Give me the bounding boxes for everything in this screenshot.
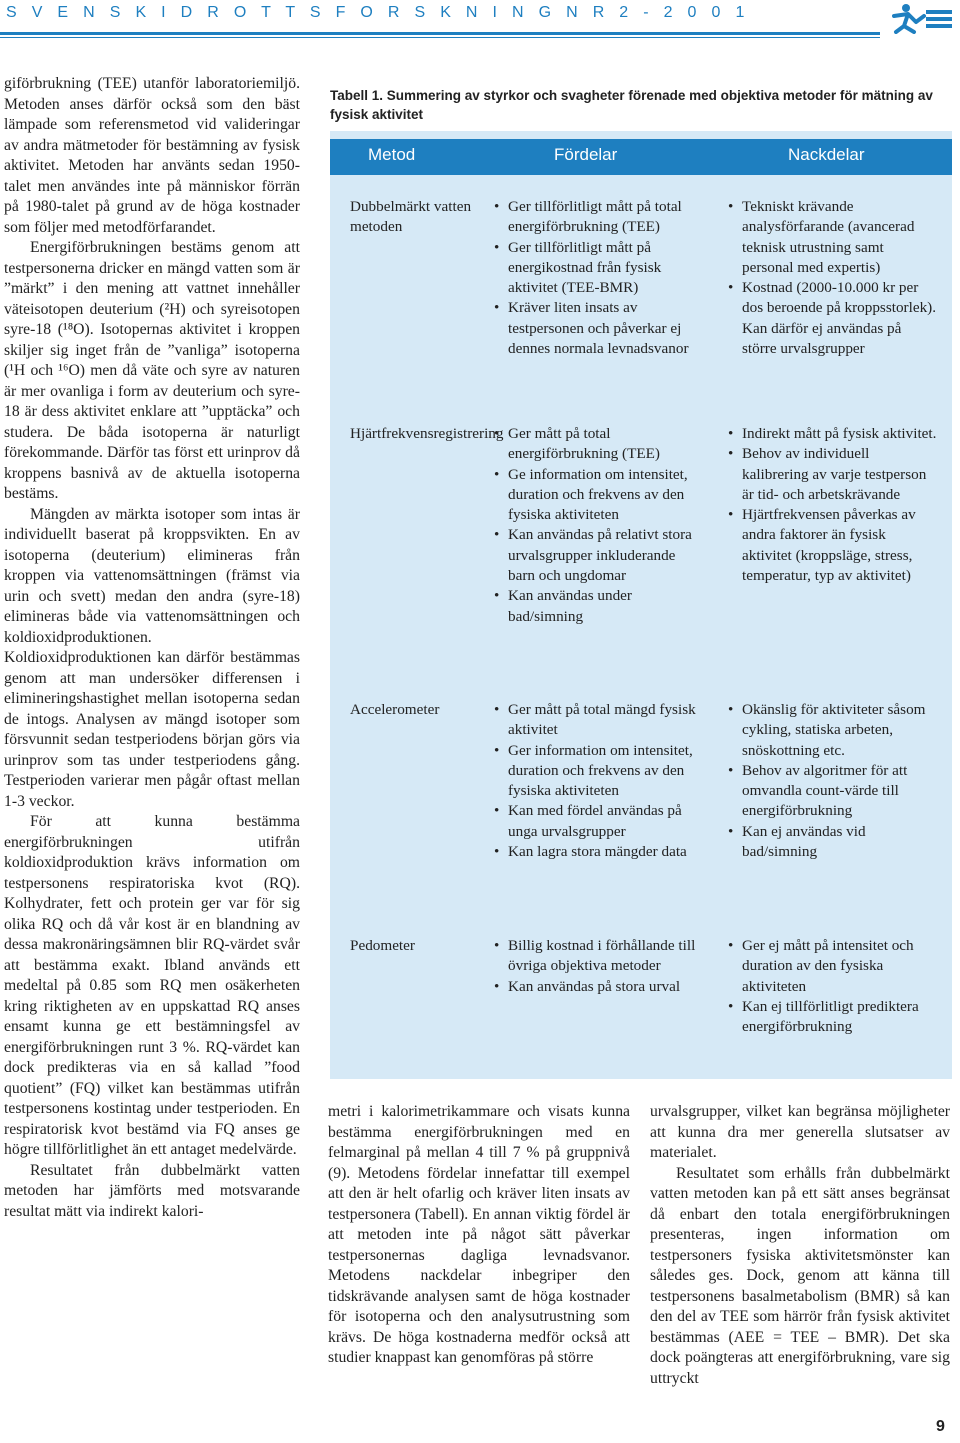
list-item: • Ge information om intensitet, duration och frekvens av den fysiska aktiviteten bbox=[494, 465, 704, 526]
pros-list bbox=[494, 700, 704, 862]
cons-list bbox=[728, 197, 938, 359]
list-item: • Ger tillförlitligt mått på total energiförbrukning (TEE) bbox=[494, 197, 704, 238]
column-header-method: Metod bbox=[368, 145, 416, 164]
list-item: • Ger ej mått på intensitet och duration av den fysiska aktiviteten bbox=[728, 936, 938, 997]
pros-list bbox=[494, 197, 704, 359]
method-cell: Hjärtfrekvensregistrering bbox=[350, 425, 504, 442]
list-item: • Ger mått på total energiförbrukning (TEE) bbox=[494, 424, 704, 465]
list-item: • Kan ej tillförlitligt prediktera energiförbrukning bbox=[728, 997, 938, 1038]
list-item: • Kan användas under bad/simning bbox=[494, 586, 704, 627]
cons-list bbox=[728, 700, 938, 862]
list-item: • Behov av algoritmer för att omvandla count-värde till energiförbrukning bbox=[728, 761, 938, 822]
paragraph: För att kunna bestämma energiförbrukningen utifrån koldioxidproduktion krävs information om testpersonens respiratoriska kvot (RQ). Kolhydrater, fett och protein ger var för sig olika RQ och då vår kost är en blandning av dessa makronäringsämnen blir RQ-värdet svår att bestämma exakt. Ibland används ett medeltal på 0.85 som RQ men osäkerheten kring riktigheten av en uppskattad RQ anses ensamt kunna ge ett bestämningsfel av energiförbrukningen runt 3 %. RQ-värdet kan dock predikteras via en så kallad ”food quotient” (FQ) vilket kan bestämmas utifrån testpersonens kostintag under testperioden. En respiratorisk kvot bestämd via FQ anses ge högre tillförlitlighet än ett antaget medelvärde. bbox=[4, 813, 300, 1158]
table-header bbox=[330, 139, 952, 175]
pros-list bbox=[494, 424, 704, 627]
list-item: • Kan med fördel användas på unga urvalsgrupper bbox=[494, 801, 704, 842]
list-item: • Kan lagra stora mängder data bbox=[494, 842, 704, 862]
middle-text-column bbox=[328, 1102, 630, 1369]
list-item: • Ger information om intensitet, duration och frekvens av den fysiska aktiviteten bbox=[494, 741, 704, 802]
method-cell: Accelerometer bbox=[350, 701, 440, 718]
list-item: • Kan användas på relativt stora urvalsgrupper inkluderande barn och ungdomar bbox=[494, 525, 704, 586]
table-caption: Tabell 1. Summering av styrkor och svagheter förenade med objektiva metoder för mätning av fysisk aktivitet bbox=[330, 88, 933, 122]
runner-logo-icon bbox=[880, 2, 954, 34]
list-item: • Kan användas på stora urval bbox=[494, 977, 704, 997]
list-item: • Billig kostnad i förhållande till övriga objektiva metoder bbox=[494, 936, 704, 977]
paragraph: giförbrukning (TEE) utanför laboratoriemiljö. Metoden anses därför också som den bäst lämpade som referensmetod vid valideringar av andra mätmetoder för bestämning av fysisk aktivitet. Metoden har använts sedan 1950-talet men användes inte på människor förrän på 1980-talet på grund av de höga kostnader som följer med metodförfarandet. bbox=[4, 75, 300, 236]
method-cell: Dubbelmärkt vatten metoden bbox=[350, 198, 472, 236]
paragraph: Mängden av märkta isotoper som intas är individuellt baserat på kroppsvikten. En av isotoperna (deuterium) elimineras från kroppen via vattenomsättningen (främst via urin och svett) medan den andra (syre-18) elimineras både via vattenomsättningen och koldioxidproduktionen. Koldioxidproduktionen kan därför bestämmas genom att man undersöker differensen i elimineringshastighet mellan isotoperna sedan de intogs. Analysen av mängd isotoper som försvunnit sedan testperiodens början görs via urinprov som tas under testperiodens gång. Testperioden varierar men pågår oftast mellan 1-3 veckor. bbox=[4, 505, 300, 810]
pros-list bbox=[494, 936, 704, 997]
paragraph: Energiförbrukningen bestäms genom att testpersonerna dricker en mängd vatten som är ”märkt” i den mening att vattnet innehåller väteisotopen deuterium (²H) och syreisotopen syre-18 (¹⁸O). Isotopernas aktivitet i kroppen skiljer sig inget från de ”vanliga” isotoperna (¹H och ¹⁶O) men då väte och syre av naturen är mer ovanliga i form av deuterium och syre-18 är dess aktivitet enklare att ”upptäcka” och studera. De båda isotoperna är naturligt förekommande. Därför tas först ett urinprov då kroppens basnivå av de aktuella isotoperna bestäms. bbox=[4, 239, 300, 502]
list-item: • Tekniskt krävande analysförfarande (avancerad teknisk utrustning samt personal med expertis) bbox=[728, 197, 938, 278]
journal-title: S V E N S K I D R O T T S F O R S K N I N G N R 2 - 2 0 0 1 bbox=[6, 4, 750, 21]
list-item: • Okänslig för aktiviteter såsom cykling, statiska arbeten, snöskottning etc. bbox=[728, 700, 938, 761]
list-item: • Ger mått på total mängd fysisk aktivitet bbox=[494, 700, 704, 741]
list-item: • Ger tillförlitligt mått på energikostnad från fysisk aktivitet (TEE-BMR) bbox=[494, 238, 704, 299]
list-item: • Kostnad (2000-10.000 kr per dos beroende på kroppsstorlek). Kan därför ej användas på större urvalsgrupper bbox=[728, 278, 938, 359]
paragraph: Resultatet som erhålls från dubbelmärkt vatten metoden kan på ett sätt anses begränsat då enbart den totala energiförbrukningen presenteras, ingen information om testpersoners fysiska aktivitetsmönster kan således ges. Dock, genom att känna till testpersonens basalmetabolism (BMR) så kan den del av TEE som härrör från fysisk aktivitet bestämmas (AEE = TEE – BMR). Det ska dock poängteras att energiförbrukning, vare sig uttryckt bbox=[650, 1164, 950, 1387]
paragraph: urvalsgrupper, vilket kan begränsa möjligheter att kunna dra mer generella slutsatser av materialet. bbox=[650, 1103, 950, 1161]
column-header-cons: Nackdelar bbox=[788, 145, 865, 164]
cons-list bbox=[728, 424, 938, 586]
header-rule bbox=[0, 32, 880, 35]
left-text-column bbox=[4, 74, 300, 1222]
list-item: • Kan ej användas vid bad/simning bbox=[728, 822, 938, 863]
paragraph: Resultatet från dubbelmärkt vatten metoden har jämförts med motsvarande resultat mätt via indirekt kalori- bbox=[4, 1161, 300, 1220]
method-cell: Pedometer bbox=[350, 937, 415, 954]
list-item: • Indirekt mått på fysisk aktivitet. bbox=[728, 424, 938, 444]
list-item: • Hjärtfrekvensen påverkas av andra faktorer än fysisk aktivitet (kroppsläge, stress, temperatur, typ av aktivitet) bbox=[728, 505, 938, 586]
page-number: 9 bbox=[936, 1418, 945, 1435]
right-text-column bbox=[650, 1102, 950, 1389]
cons-list bbox=[728, 936, 938, 1037]
page-header bbox=[0, 0, 960, 38]
column-header-pros: Fördelar bbox=[554, 145, 618, 164]
list-item: • Kräver liten insats av testpersonen och påverkar ej dennes normala levnadsvanor bbox=[494, 298, 704, 359]
header-rule-thin bbox=[0, 37, 880, 38]
paragraph: metri i kalorimetrikammare och visats kunna bestämma energiförbrukningen med en felmarginal på mellan 4 till 7 % på gruppnivå (9). Metodens fördelar innefattar till exempel att den är helt ofarlig och kräver liten insats av testpersonera (Tabell). En annan viktig fördel är att metoden inte på något sätt påverkar testpersonernas dagliga levnadsvanor. Metodens nackdelar inbegriper den tidskrävande analysen samt de höga kostnader för isotoperna och den analysutrustning som krävs. De höga kostnaderna medför också att studier knappast kan genomföras på större bbox=[328, 1103, 630, 1366]
list-item: • Behov av individuell kalibrering av varje testperson är tid- och arbetskrävande bbox=[728, 444, 938, 505]
